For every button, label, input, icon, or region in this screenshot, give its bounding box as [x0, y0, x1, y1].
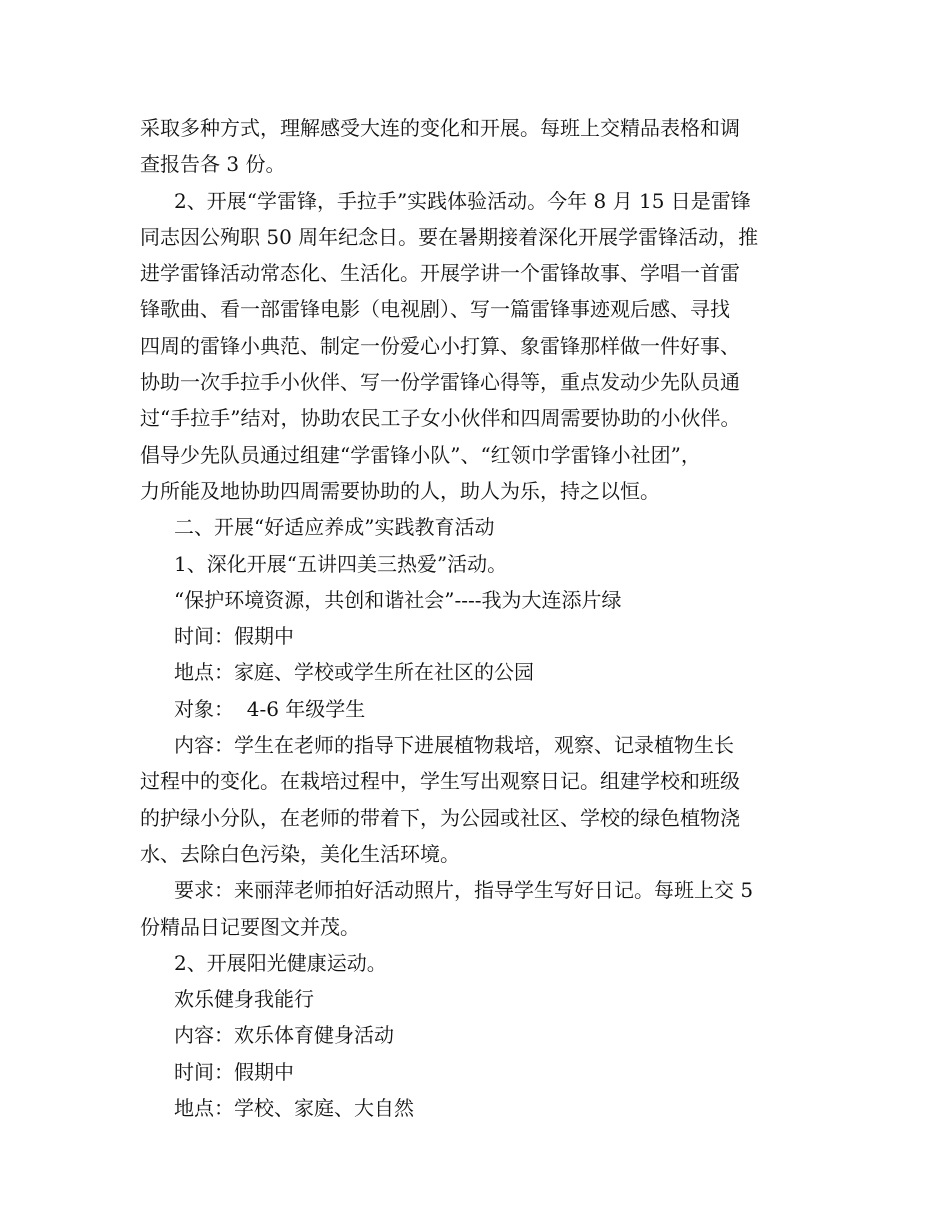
activity-time: 时间：假期中: [174, 624, 294, 649]
activity-time: 时间：假期中: [174, 1059, 294, 1084]
paragraph-line: 份精品日记要图文并茂。: [140, 914, 360, 939]
activity-content: 内容：学生在老师的指导下进展植物栽培，观察、记录植物生长: [174, 733, 734, 758]
paragraph-line: 锋歌曲、看一部雷锋电影（电视剧）、写一篇雷锋事迹观后感、寻找: [140, 297, 730, 322]
paragraph-line: 力所能及地协助四周需要协助的人，助人为乐，持之以恒。: [140, 478, 660, 503]
paragraph-line: 四周的雷锋小典范、制定一份爱心小打算、象雷锋那样做一件好事、: [140, 333, 740, 358]
subsection-heading: 1、深化开展“五讲四美三热爱”活动。: [174, 551, 508, 576]
activity-requirements: 要求：来丽萍老师拍好活动照片，指导学生写好日记。每班上交 5: [174, 878, 754, 903]
activity-content: 内容：欢乐体育健身活动: [174, 1023, 394, 1048]
subsection-heading: 2、开展阳光健康运动。: [174, 950, 387, 975]
paragraph-line: 过“手拉手”结对，协助农民工子女小伙伴和四周需要协助的小伙伴。: [140, 406, 741, 431]
paragraph-line: 过程中的变化。在栽培过程中，学生写出观察日记。组建学校和班级: [140, 769, 740, 794]
document-body: [140, 110, 830, 1126]
paragraph-line: 水、去除白色污染，美化生活环境。: [140, 841, 460, 866]
activity-target: 对象： 4-6 年级学生: [174, 696, 366, 721]
activity-location: 地点：学校、家庭、大自然: [174, 1096, 414, 1121]
paragraph-line: 进学雷锋活动常态化、生活化。开展学讲一个雷锋故事、学唱一首雷: [140, 261, 740, 286]
paragraph-line: 2、开展“学雷锋，手拉手”实践体验活动。今年 8 月 15 日是雷锋: [174, 188, 751, 213]
paragraph-line: 协助一次手拉手小伙伴、写一份学雷锋心得等，重点发动少先队员通: [140, 370, 740, 395]
paragraph-line: 查报告各 3 份。: [140, 152, 286, 177]
paragraph-line: 的护绿小分队，在老师的带着下，为公园或社区、学校的绿色植物浇: [140, 805, 740, 830]
activity-title: “保护环境资源，共创和谐社会”----我为大连添片绿: [174, 587, 622, 612]
paragraph-line: 采取多种方式，理解感受大连的变化和开展。每班上交精品表格和调: [140, 116, 740, 140]
section-heading: 二、开展“好适应养成”实践教育活动: [174, 515, 495, 540]
activity-title: 欢乐健身我能行: [174, 987, 314, 1012]
paragraph-line: 倡导少先队员通过组建“学雷锋小队”、“红领巾学雷锋小社团”，: [140, 442, 701, 467]
activity-location: 地点：家庭、学校或学生所在社区的公园: [174, 660, 534, 685]
paragraph-line: 同志因公殉职 50 周年纪念日。要在暑期接着深化开展学雷锋活动，推: [140, 224, 759, 249]
